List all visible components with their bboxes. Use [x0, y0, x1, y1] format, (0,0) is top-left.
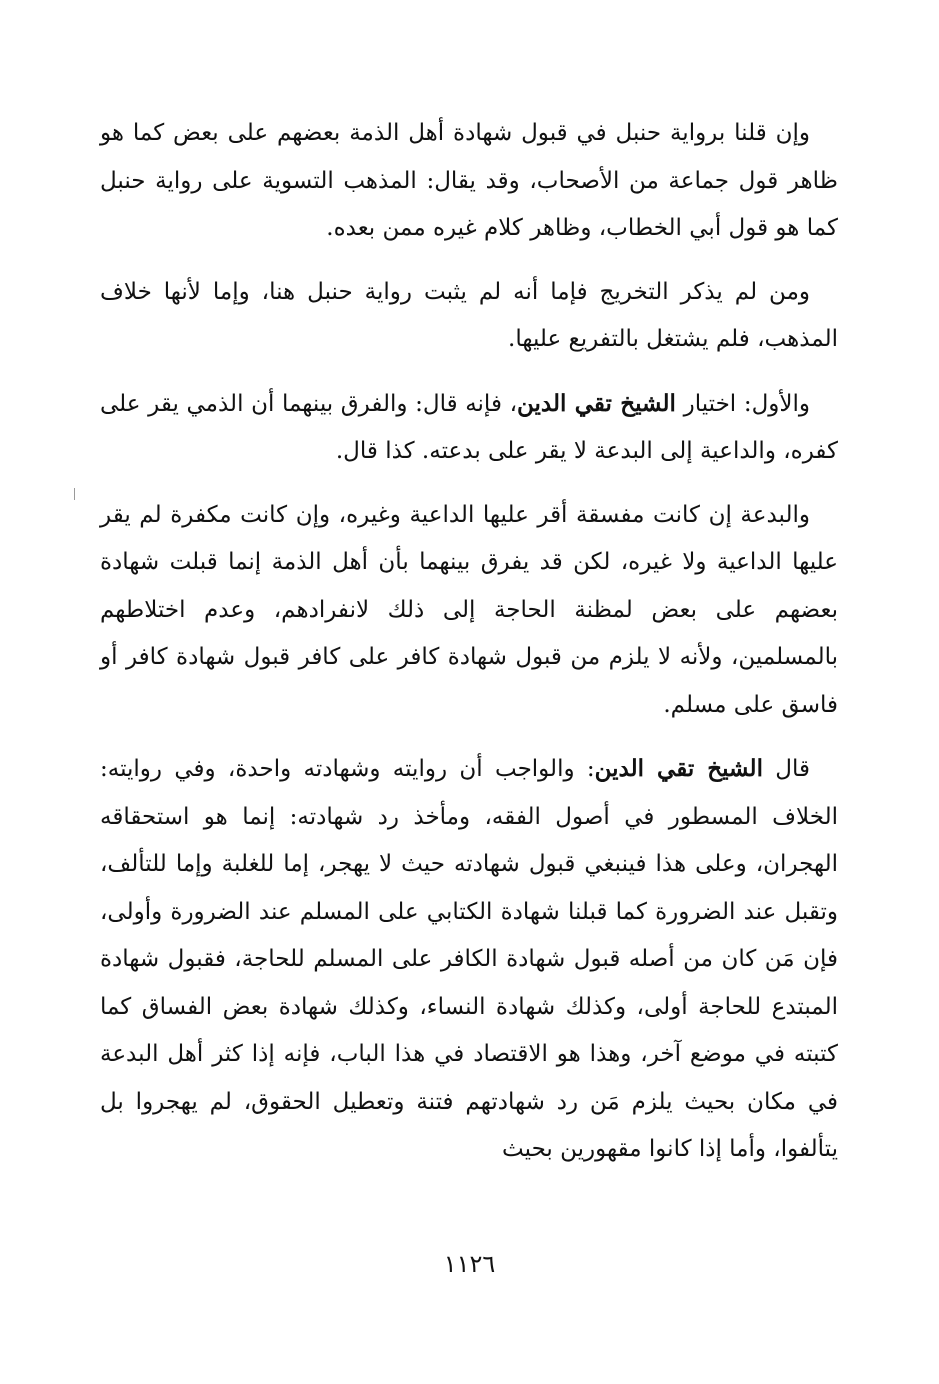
paragraph-text: قال	[762, 756, 810, 782]
paragraph-text: ، فإنه قال: والفرق بينهما أن الذمي يقر على كفره، والداعية إلى البدعة لا يقر على بدعته. كذا قال.	[100, 390, 838, 464]
page-number: ١١٢٦	[443, 1250, 496, 1278]
paragraph-text: والبدعة إن كانت مفسقة أقر عليها الداعية وغيره، وإن كانت مكفرة لم يقر عليها الداعية ولا غيره، لكن قد يفرق بينهما بأن أهل الذمة إنما قبلت شهادة بعضهم على بعض لمظنة الحاجة إلى ذلك لانفرادهم، وعدم اختلاطهم بالمسلمين، ولأنه لا يلزم من قبول شهادة كافر على كافر قبول شهادة كافر أو فاسق على مسلم.	[100, 501, 838, 718]
paragraph-2	[100, 269, 838, 364]
bold-name: الشيخ تقي الدين	[517, 389, 676, 417]
paragraph-text: ومن لم يذكر التخريج فإما أنه لم يثبت رواية حنبل هنا، وإما لأنها خلاف المذهب، فلم يشتغل بالتفريع عليها.	[100, 278, 838, 352]
page-body	[100, 110, 838, 1190]
paragraph-5	[100, 745, 838, 1174]
paragraph-text: : والواجب أن روايته وشهادته واحدة، وفي روايته: الخلاف المسطور في أصول الفقه، ومأخذ رد شهادته: إنما هو استحقاقه الهجران، وعلى هذا فينبغي قبول شهادته حيث لا يهجر، إما للغلبة وإما للتألف، وتقبل عند الضرورة كما قبلنا شهادة الكتابي على المسلم عند الضرورة وأولى، فإن مَن كان من أصله قبول شهادة الكافر على المسلم للحاجة، فقبول شهادة المبتدع للحاجة أولى، وكذلك شهادة النساء، وكذلك شهادة بعض الفساق كما كتبته في موضع آخر، وهذا هو الاقتصاد في هذا الباب، فإنه إذا كثر أهل البدعة في مكان بحيث يلزم مَن رد شهادتهم فتنة وتعطيل الحقوق، لم يهجروا بل يتألفوا، وأما إذا كانوا مقهورين بحيث	[100, 756, 838, 1162]
paragraph-text: والأول: اختيار	[675, 390, 810, 417]
margin-mark	[74, 488, 75, 500]
paragraph-1	[100, 110, 838, 253]
bold-name: الشيخ تقي الدين	[594, 755, 763, 782]
paragraph-text: وإن قلنا برواية حنبل في قبول شهادة أهل الذمة بعضهم على بعض كما هو ظاهر قول جماعة من الأصحاب، وقد يقال: المذهب التسوية على رواية حنبل كما هو قول أبي الخطاب، وظاهر كلام غيره ممن بعده.	[100, 120, 838, 241]
paragraph-3	[100, 380, 838, 476]
paragraph-4	[100, 492, 838, 730]
